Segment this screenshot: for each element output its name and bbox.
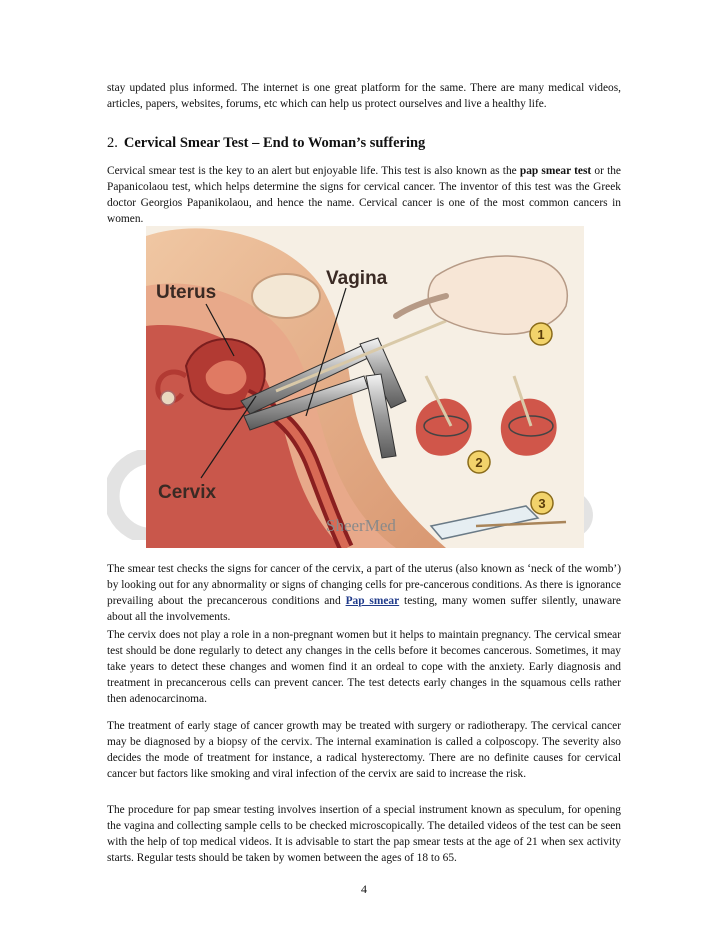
paragraph-4: The treatment of early stage of cancer growth may be treated with surgery or radiotherapy. The cervical cancer may be diagnosed by a biopsy of the cervix. The internal examination is called a colposcopy. The severity also decides the mode of treatment for instance, a radical hysterectomy. There are no definite causes for cervical cancer but factors like smoking and viral infection of the cervix are said to increase the risk. bbox=[107, 720, 621, 780]
pap-smear-illustration bbox=[146, 226, 584, 548]
pap-smear-term: pap smear test bbox=[519, 165, 592, 177]
step-2-label: 2 bbox=[475, 455, 483, 470]
cervix-label: Cervix bbox=[158, 482, 217, 503]
image-credit: SheerMed bbox=[326, 516, 396, 535]
section-heading bbox=[107, 134, 621, 152]
step-3-label: 3 bbox=[538, 496, 546, 511]
paragraph-2 bbox=[107, 561, 621, 625]
paragraph-2-text-b: testing, many women suffer silently, unaware about all the involvements. bbox=[107, 595, 621, 623]
paragraph-1-text-a: Cervical smear test is the key to an alert but enjoyable life. This test is also known as the bbox=[107, 165, 520, 177]
section-number: 2. bbox=[107, 135, 118, 151]
page-number: 4 bbox=[361, 882, 367, 896]
paragraph-2-text-a: The smear test checks the signs for cancer of the cervix, a part of the uterus (also known as ‘neck of the womb’) by looking out for any abnormality or signs of changing cells for pre-cancerous conditions. As there is ignorance prevailing about the precancerous conditions and bbox=[107, 563, 621, 607]
paragraph-3: The cervix does not play a role in a non-pregnant women but it helps to maintain pregnancy. The cervical smear test should be done regularly to detect any changes in the cells before it becomes cancerous. Sometimes, it may take years to detect these changes and women find it an ordeal to cope with the anxiety. Early diagnosis and treatment in precancerous cells can prevent cancer. The test detects early changes in the squamous cells rather then adenocarcinoma. bbox=[107, 629, 621, 705]
vagina-label: Vagina bbox=[326, 268, 388, 289]
step-1-label: 1 bbox=[537, 327, 545, 342]
paragraph-1 bbox=[107, 163, 621, 227]
paragraph-1-text-b: or the Papanicolaou test, which helps determine the signs for cervical cancer. The inventor of this test was the Greek doctor Georgios Papanikolaou, and hence the name. Cervical cancer is one of the most common cancers in women. bbox=[107, 165, 621, 225]
uterus-label: Uterus bbox=[156, 282, 217, 303]
section-title: Cervical Smear Test – End to Woman’s suffering bbox=[123, 135, 426, 151]
paragraph-5: The procedure for pap smear testing involves insertion of a special instrument known as speculum, for opening the vagina and collecting sample cells to be checked microscopically. The detailed videos of the test can be seen with the help of top medical videos. It is advisable to start the pap smear tests at the age of 21 when sex activity starts. Regular tests should be taken by women between the ages of 18 to 65. bbox=[107, 804, 621, 864]
intro-paragraph: stay updated plus informed. The internet is one great platform for the same. There are many medical videos, articles, papers, websites, forums, etc which can help us protect ourselves and live a healthy life. bbox=[107, 82, 621, 110]
pap-smear-link[interactable]: Pap smear bbox=[345, 595, 400, 607]
